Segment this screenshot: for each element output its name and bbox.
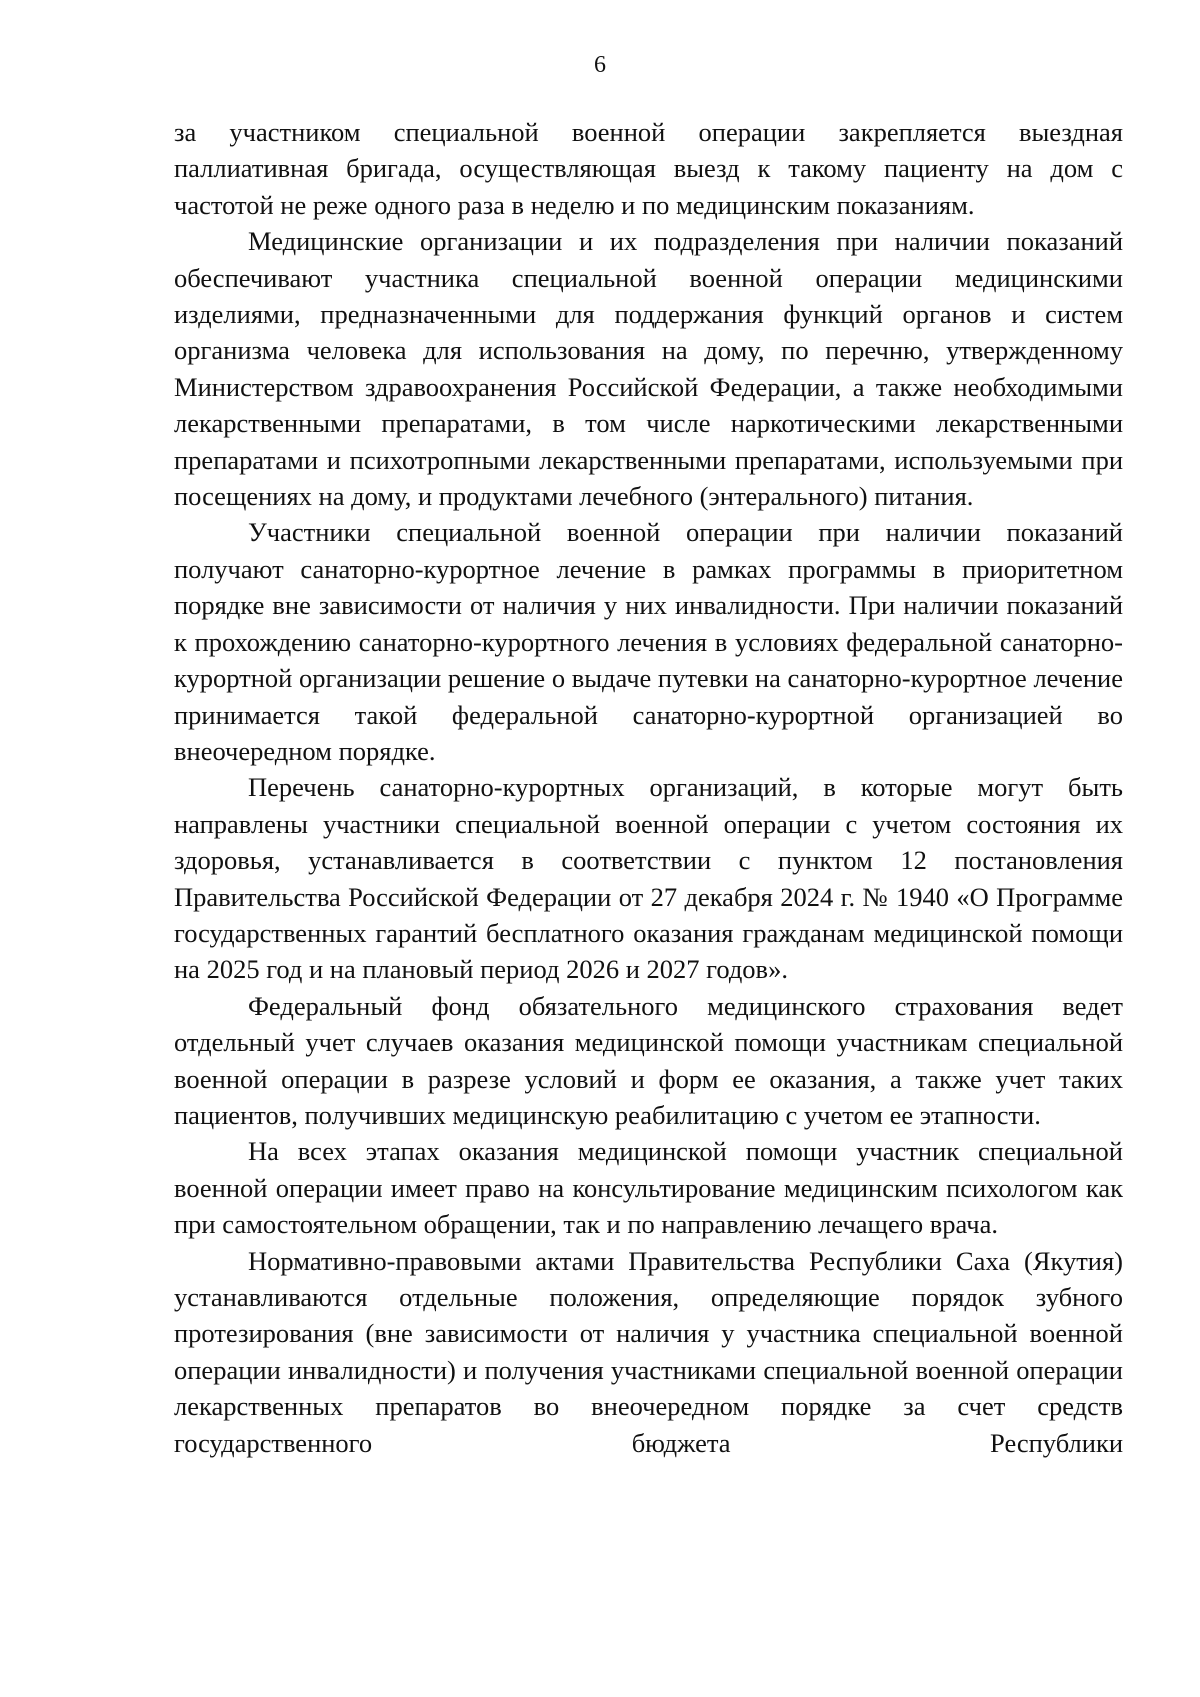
document-body <box>174 114 1123 1461</box>
paragraph-regional-acts: Нормативно-правовыми актами Правительства Республики Саха (Якутия) устанавливаются отдельные положения, определяющие порядок зубного протезирования (вне зависимости от наличия у участника специальной военной операции инвалидности) и получения участниками специальной военной операции лекарственных препаратов во внеочередном порядке за счет средств государственного бюджета Республики <box>174 1245 1123 1458</box>
paragraph-sanatorium-treatment: Участники специальной военной операции при наличии показаний получают санаторно-курортное лечение в рамках программы в приоритетном порядке вне зависимости от наличия у них инвалидности. При наличии показаний к прохождению санаторно-курортного лечения в условиях федеральной санаторно-курортной организации решение о выдаче путевки на санаторно-курортное лечение принимается такой федеральной санаторно-курортной организацией во внеочередном порядке. <box>174 517 1123 766</box>
paragraph-medical-devices: Медицинские организации и их подразделения при наличии показаний обеспечивают участника специальной военной операции медицинскими изделиями, предназначенными для поддержания функций органов и систем организма человека для использования на дому, по перечню, утвержденному Министерством здравоохранения Российской Федерации, а также необходимыми лекарственными препаратами, в том числе наркотическими лекарственными препаратами и психотропными лекарственными препаратами, используемыми при посещениях на дому, и продуктами лечебного (энтерального) питания. <box>174 226 1123 512</box>
paragraph-psychologist: На всех этапах оказания медицинской помощи участник специальной военной операции имеет право на консультирование медицинским психологом как при самостоятельном обращении, так и по направлению лечащего врача. <box>174 1136 1123 1240</box>
paragraph-insurance-fund: Федеральный фонд обязательного медицинского страхования ведет отдельный учет случаев оказания медицинской помощи участникам специальной военной операции в разрезе условий и форм ее оказания, а также учет таких пациентов, получивших медицинскую реабилитацию с учетом ее этапности. <box>174 990 1123 1130</box>
paragraph-sanatorium-list: Перечень санаторно-курортных организаций, в которые могут быть направлены участники специальной военной операции с учетом состояния их здоровья, устанавливается в соответствии с пунктом 12 постановления Правительства Российской Федерации от 27 декабря 2024 г. № 1940 «О Программе государственных гарантий бесплатного оказания гражданам медицинской помощи на 2025 год и на плановый период 2026 и 2027 годов». <box>174 772 1123 985</box>
paragraph-palliative-brigade: за участником специальной военной операции закрепляется выездная паллиативная бригада, осуществляющая выезд к такому пациенту на дом с частотой не реже одного раза в неделю и по медицинским показаниям. <box>174 117 1123 220</box>
page-number: 6 <box>594 52 606 78</box>
